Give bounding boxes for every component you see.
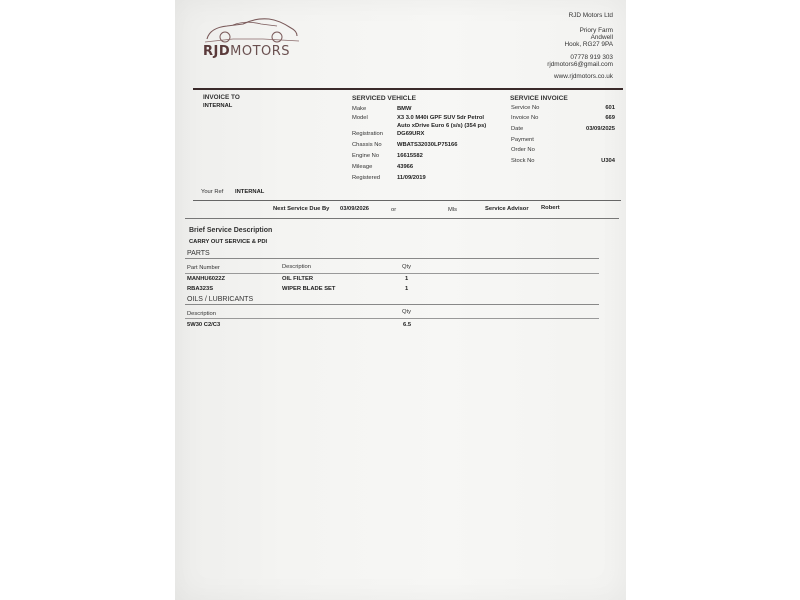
next-service-date: 03/09/2026 (340, 206, 370, 212)
oil-description-cell: 5W30 C2/C3 (187, 322, 221, 328)
make-value: BMW (397, 106, 412, 112)
oils-title-rule (185, 304, 599, 305)
oils-header-qty: Qty (402, 309, 412, 315)
service-advisor-label: Service Advisor (485, 206, 529, 212)
part-description-cell: OIL FILTER (282, 276, 314, 282)
parts-header-part-number: Part Number (187, 265, 220, 271)
chassis-label: Chassis No (352, 142, 382, 148)
company-phone: 07778 919 303 (570, 54, 613, 61)
company-email: rjdmotors6@gmail.com (547, 61, 613, 68)
invoice-no-value: 669 (605, 115, 615, 121)
next-service-or: or (391, 207, 397, 213)
company-address-1: Priory Farm (579, 27, 613, 34)
make-label: Make (352, 106, 367, 112)
model-value-line1: X3 3.0 M40i GPF SUV 5dr Petrol (397, 115, 484, 121)
parts-header-description: Description (282, 264, 311, 270)
mileage-value: 43966 (397, 164, 414, 170)
service-no-value: 601 (605, 105, 615, 111)
part-description-cell: WIPER BLADE SET (282, 286, 336, 292)
engine-label: Engine No (352, 153, 380, 159)
brief-description-text: CARRY OUT SERVICE & PDI (189, 239, 268, 245)
stock-no-value: U304 (601, 158, 615, 164)
part-number-cell: MANHU6022Z (187, 276, 226, 282)
date-label: Date (511, 126, 524, 132)
model-value-line2: Auto xDrive Euro 6 (s/s) (354 ps) (397, 123, 487, 129)
invoice-paper (175, 0, 626, 600)
your-ref-label: Your Ref (201, 189, 224, 195)
payment-label: Payment (511, 137, 534, 143)
company-website: www.rjdmotors.co.uk (554, 73, 613, 80)
model-label: Model (352, 115, 368, 121)
brief-description-title: Brief Service Description (189, 227, 273, 234)
chassis-value: WBATS32030LP75166 (397, 142, 458, 148)
service-no-label: Service No (511, 105, 540, 111)
part-qty-cell: 1 (405, 276, 409, 282)
engine-value: 16615582 (397, 153, 423, 159)
serviced-vehicle-title: SERVICED VEHICLE (352, 95, 416, 102)
oil-qty-cell: 6.5 (403, 322, 412, 328)
oils-header-description: Description (187, 311, 216, 317)
parts-header-rule (185, 273, 599, 274)
parts-title: PARTS (187, 250, 210, 257)
invoice-no-label: Invoice No (511, 115, 539, 121)
company-address-3: Hook, RG27 9PA (564, 41, 613, 48)
next-service-mls: Mls (448, 207, 458, 213)
mileage-label: Mileage (352, 164, 373, 170)
company-logo-text: RJDMOTORS (203, 44, 291, 59)
registered-value: 11/09/2019 (397, 175, 426, 181)
service-advisor-value: Robert (541, 205, 560, 211)
next-service-rule (185, 218, 619, 219)
order-no-label: Order No (511, 147, 535, 153)
company-address-2: Andwell (590, 34, 613, 41)
service-invoice-title: SERVICE INVOICE (510, 95, 568, 102)
oils-header-rule (185, 318, 599, 319)
car-logo-icon (203, 15, 301, 45)
date-value: 03/09/2025 (585, 126, 615, 132)
oils-title: OILS / LUBRICANTS (187, 296, 254, 303)
part-number-cell: RBA323S (187, 286, 214, 292)
parts-title-rule (185, 258, 599, 259)
company-name: RJD Motors Ltd (568, 12, 613, 19)
registration-label: Registration (352, 131, 383, 137)
registration-value: DG69URX (397, 131, 425, 137)
invoice-to-title: INVOICE TO (203, 94, 240, 101)
next-service-label: Next Service Due By (273, 206, 330, 212)
invoice-to-name: INTERNAL (203, 103, 233, 109)
registered-label: Registered (352, 175, 381, 181)
stock-no-label: Stock No (511, 158, 535, 164)
your-ref-value: INTERNAL (235, 189, 265, 195)
part-qty-cell: 1 (405, 286, 409, 292)
header-rule (193, 88, 623, 90)
parts-header-qty: Qty (402, 264, 412, 270)
ref-rule (193, 200, 621, 201)
